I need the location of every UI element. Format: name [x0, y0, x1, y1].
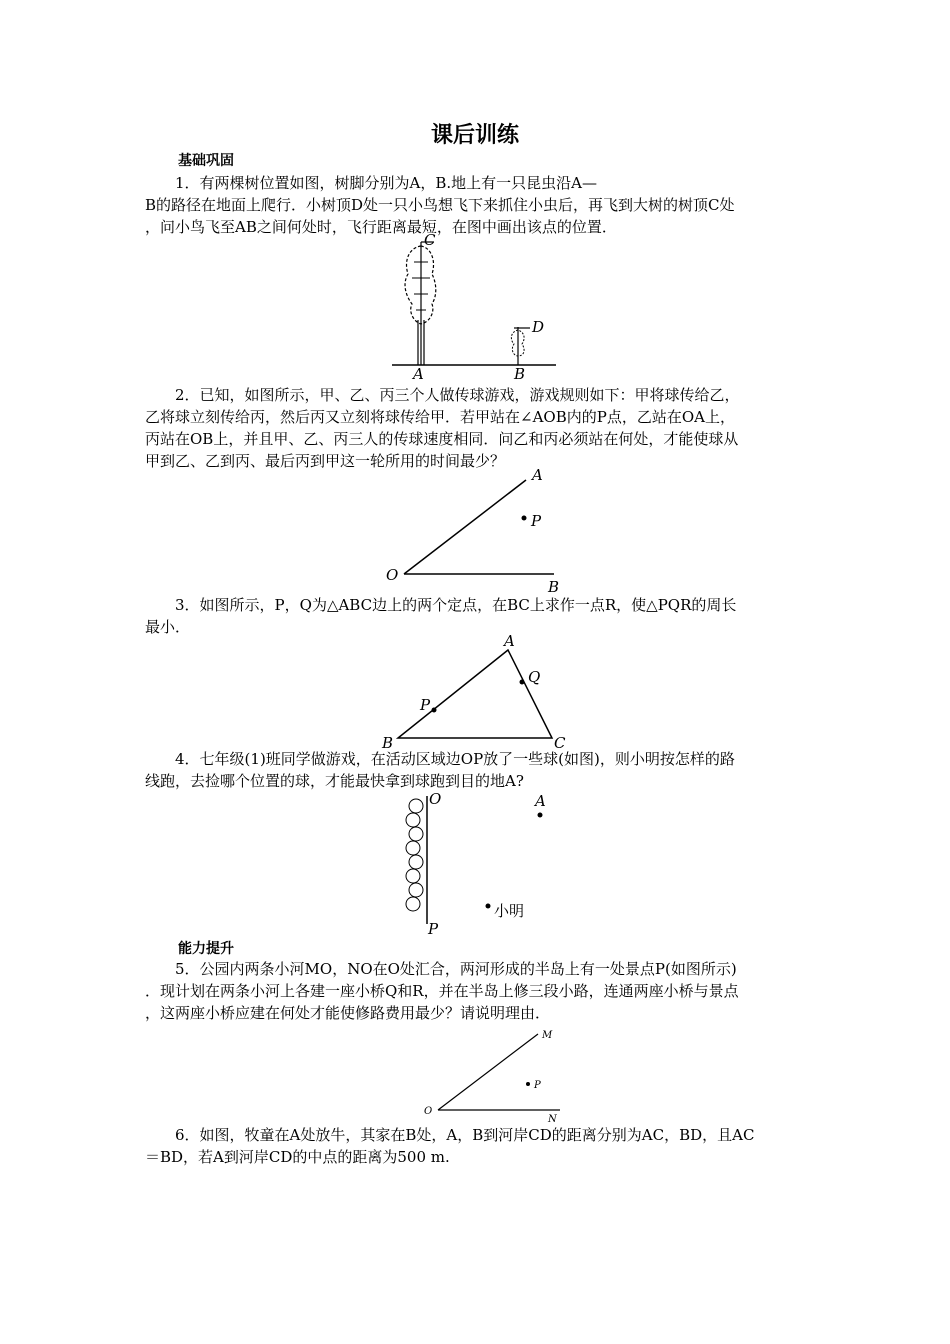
problem-text: 公园内两条小河MO，NO在O处汇合，两河形成的半岛上有一处景点P(如图所示) [199, 960, 737, 978]
problem-text: ．现计划在两条小河上各建一座小桥Q和R，并在半岛上修三段小路，连通两座小桥与景点 [145, 982, 739, 1000]
label-o: O [386, 566, 399, 584]
problem-text: 线跑，去捡哪个位置的球，才能最快拿到球跑到目的地A? [145, 772, 524, 790]
label-xiaoming: 小明 [494, 902, 525, 920]
label-a: A [413, 365, 424, 380]
problem-number: 5． [175, 960, 200, 978]
ball-icon [406, 841, 420, 855]
label-n: N [548, 1114, 557, 1124]
problem-text: 丙站在OB上，并且甲、乙、丙三人的传球速度相同．问乙和丙必须站在何处，才能使球从 [145, 430, 739, 448]
problem-number: 6． [175, 1126, 200, 1144]
ball-icon [409, 799, 423, 813]
label-a: A [532, 468, 543, 484]
figure-rivers [420, 1024, 570, 1124]
problem-4 [145, 748, 805, 792]
label-b: B [514, 365, 526, 380]
point-p [432, 708, 437, 713]
problem-2 [145, 384, 805, 472]
ray-oa [404, 480, 526, 574]
problem-number: 4． [175, 750, 200, 768]
point-q [520, 680, 525, 685]
problem-text: 如图所示，P，Q为△ABC边上的两个定点，在BC上求作一点R，使△PQR的周长 [199, 596, 737, 614]
label-q: Q [528, 668, 541, 686]
label-a: A [535, 792, 546, 810]
balls-group [406, 799, 423, 911]
river-mo [438, 1034, 538, 1110]
ball-icon [406, 813, 420, 827]
label-m: M [542, 1030, 553, 1041]
label-c: C [554, 734, 566, 752]
label-p: P [428, 920, 439, 938]
problem-number: 3． [175, 596, 200, 614]
label-p: P [531, 512, 542, 530]
problem-text: 乙将球立刻传给丙，然后丙又立刻将球传给甲．若甲站在∠AOB内的P点，乙站在OA上， [145, 408, 735, 426]
problem-text: ，这两座小桥应建在何处才能使修路费用最少？请说明理由． [145, 1004, 551, 1022]
problem-text: ，问小鸟飞至AB之间何处时，飞行距离最短，在图中画出该点的位置． [145, 218, 617, 236]
label-o: O [429, 790, 442, 808]
section-heading-basic: 基础巩固 [178, 153, 234, 169]
figure-angle-aob [380, 468, 580, 596]
label-b: B [382, 734, 394, 752]
page-title: 课后训练 [430, 123, 519, 148]
problem-number: 1． [175, 174, 200, 192]
label-b: B [548, 578, 560, 596]
problem-text: B的路径在地面上爬行．小树顶D处一只小鸟想飞下来抓住小虫后，再飞到大树的树顶C处 [145, 196, 735, 214]
point-xiaoming [486, 904, 491, 909]
problem-text: 最小． [145, 618, 191, 636]
big-tree-icon [405, 242, 436, 365]
triangle-abc [398, 650, 552, 738]
problem-text: 已知，如图所示，甲、乙、丙三个人做传球游戏，游戏规则如下：甲将球传给乙， [199, 386, 740, 404]
point-p [526, 1082, 530, 1086]
problem-number: 2． [175, 386, 200, 404]
point-p [522, 516, 527, 521]
problem-text: 有两棵树位置如图，树脚分别为A，B.地上有一只昆虫沿A— [199, 174, 598, 192]
section-heading-advanced: 能力提升 [178, 941, 234, 957]
figure-triangle-abc [378, 632, 578, 752]
ball-icon [409, 827, 423, 841]
ball-icon [409, 883, 423, 897]
problem-6 [145, 1124, 805, 1168]
ball-icon [406, 897, 420, 911]
label-d: D [532, 318, 545, 336]
small-tree-icon [511, 327, 530, 365]
label-o: O [424, 1106, 433, 1117]
label-p: P [420, 696, 431, 714]
problem-1 [145, 172, 805, 238]
problem-text: 七年级(1)班同学做游戏，在活动区域边OP放了一些球(如图)，则小明按怎样的路 [199, 750, 735, 768]
label-c: C [424, 232, 436, 249]
label-p: P [534, 1080, 541, 1091]
problem-text: ＝BD，若A到河岸CD的中点的距离为500 m. [145, 1148, 450, 1166]
label-a: A [504, 632, 515, 650]
ball-icon [406, 869, 420, 883]
figure-trees [390, 232, 570, 380]
point-a [538, 813, 543, 818]
problem-text: 甲到乙、乙到丙、最后丙到甲这一轮所用的时间最少？ [145, 452, 506, 470]
problem-text: 如图，牧童在A处放牛，其家在B处，A，B到河岸CD的距离分别为AC，BD，且AC [199, 1126, 755, 1144]
ball-icon [409, 855, 423, 869]
problem-5 [145, 958, 805, 1024]
